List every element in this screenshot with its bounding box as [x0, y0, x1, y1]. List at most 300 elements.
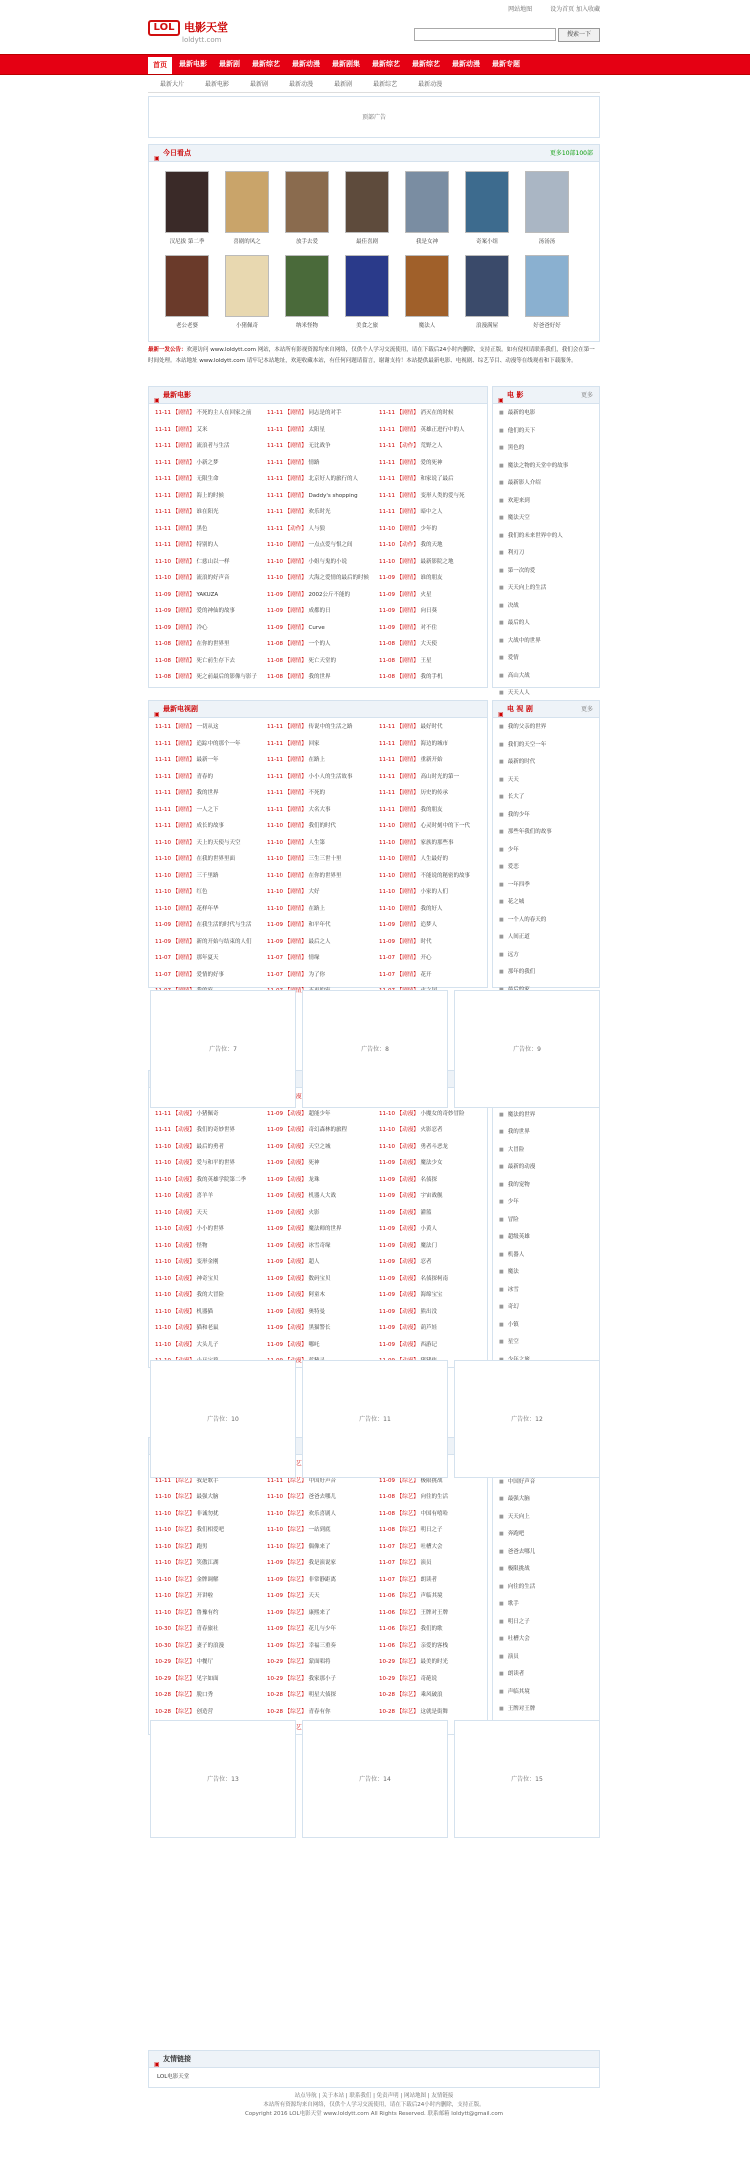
- list-item[interactable]: 11-09 【综艺】 极限挑战: [379, 1477, 443, 1484]
- list-item[interactable]: 11-10 【剧情】 在路上: [267, 905, 325, 912]
- subnav-item[interactable]: 最新动漫: [418, 81, 443, 88]
- list-item[interactable]: 11-11 【剧情】 消灭在的时候: [379, 410, 454, 416]
- list-item[interactable]: 11-10 【动漫】 大头儿子: [155, 1341, 219, 1348]
- side-more[interactable]: 更多: [580, 392, 593, 399]
- ad-box[interactable]: 广告位：9: [454, 990, 600, 1108]
- movie-title[interactable]: 老公老婆: [175, 323, 198, 329]
- list-item[interactable]: 11-09 【动漫】 魔法师的世界: [267, 1226, 342, 1232]
- movie-title[interactable]: 纳米怪物: [295, 323, 318, 329]
- list-item[interactable]: 11-09 【动漫】 奇幻森林的旅程: [267, 1127, 347, 1133]
- list-item[interactable]: 11-11 【剧情】 同志是的对手: [267, 410, 342, 416]
- list-item[interactable]: 10-28 【综艺】 明星大侦探: [267, 1692, 336, 1698]
- subnav-item[interactable]: 最新电影: [205, 81, 230, 88]
- list-item[interactable]: 10-29 【综艺】 见字如面: [155, 1675, 219, 1682]
- side-item[interactable]: ■ 王牌对王牌: [499, 1701, 599, 1719]
- nav-item[interactable]: 最新动漫: [452, 60, 480, 68]
- list-item[interactable]: 11-07 【综艺】 吐槽大会: [379, 1543, 443, 1550]
- side-item[interactable]: ■ 决战: [499, 598, 599, 616]
- subnav-item[interactable]: 最新大片: [160, 81, 185, 88]
- list-item[interactable]: 11-11 【剧情】 重新开始: [379, 757, 443, 763]
- list-item[interactable]: 11-10 【综艺】 鲁豫有约: [155, 1609, 219, 1616]
- list-item[interactable]: 11-10 【综艺】 爸爸去哪儿: [267, 1494, 336, 1500]
- list-item[interactable]: 11-07 【剧情】 那年夏天: [155, 955, 219, 961]
- list-item[interactable]: 11-09 【动漫】 奥特曼: [267, 1308, 325, 1315]
- list-item[interactable]: 10-28 【综艺】 乘风破浪: [379, 1692, 443, 1698]
- movie-title[interactable]: 小猪佩奇: [235, 323, 258, 329]
- list-item[interactable]: 11-10 【剧情】 红色: [155, 889, 208, 895]
- list-item[interactable]: 11-09 【动漫】 海绵宝宝: [379, 1292, 443, 1298]
- nav-item[interactable]: 最新综艺: [412, 60, 440, 68]
- list-item[interactable]: 11-11 【剧情】 Daddy's shopping: [267, 492, 358, 499]
- movie-poster[interactable]: [225, 171, 269, 233]
- list-item[interactable]: 11-11 【剧情】 传说中的生活之路: [267, 724, 353, 730]
- list-item[interactable]: 11-08 【剧情】 一个的人: [267, 641, 331, 647]
- list-item[interactable]: 11-10 【剧情】 三千里路: [155, 872, 219, 879]
- list-item[interactable]: 11-09 【动漫】 龙珠: [267, 1176, 320, 1183]
- movie-card[interactable]: [517, 255, 577, 341]
- list-item[interactable]: 11-11 【剧情】 高山时光的第一: [379, 773, 459, 780]
- movie-title[interactable]: 喜剧的风之: [233, 239, 261, 245]
- list-item[interactable]: 11-10 【剧情】 大好: [267, 889, 320, 895]
- list-item[interactable]: 11-11 【剧情】 太阳星: [267, 426, 325, 433]
- list-item[interactable]: 11-10 【剧情】 人生第: [267, 839, 325, 846]
- list-item[interactable]: 11-10 【动漫】 最后的勇者: [155, 1143, 224, 1150]
- movie-card[interactable]: [217, 255, 277, 341]
- movie-card[interactable]: [517, 171, 577, 257]
- list-item[interactable]: 11-08 【综艺】 中国有嘻哈: [379, 1510, 448, 1517]
- list-item[interactable]: 11-11 【剧情】 爱的死神: [379, 459, 443, 466]
- movie-poster[interactable]: [525, 255, 569, 317]
- list-item[interactable]: 11-11 【剧情】 暗中之人: [379, 509, 443, 515]
- list-item[interactable]: 11-11 【动作】 人与狼: [267, 525, 325, 532]
- movie-card[interactable]: [397, 171, 457, 257]
- list-item[interactable]: 11-11 【剧情】 特别的人: [155, 542, 219, 548]
- side-item[interactable]: ■ 那些年我们的故事: [499, 824, 599, 842]
- list-item[interactable]: 11-08 【剧情】 在你的世界里: [155, 641, 230, 647]
- list-item[interactable]: 11-10 【综艺】 非诚勿扰: [155, 1510, 219, 1517]
- list-item[interactable]: 11-11 【剧情】 情路: [267, 459, 320, 466]
- ad-box[interactable]: 广告位：10: [150, 1360, 296, 1478]
- list-item[interactable]: 11-08 【剧情】 大天使: [379, 641, 437, 647]
- movie-card[interactable]: [277, 255, 337, 341]
- side-item[interactable]: ■ 机器人: [499, 1247, 599, 1265]
- movie-title[interactable]: 好爸爸好好: [533, 323, 561, 329]
- side-item[interactable]: ■ 我们的天空一年: [499, 737, 599, 755]
- list-item[interactable]: 11-09 【动漫】 冰雪奇缘: [267, 1242, 331, 1249]
- side-item[interactable]: ■ 爸爸去哪儿: [499, 1544, 599, 1562]
- list-item[interactable]: 11-11 【剧情】 艾米: [155, 426, 208, 433]
- list-item[interactable]: 11-10 【动漫】 勇者斗恶龙: [379, 1143, 448, 1150]
- list-item[interactable]: 11-10 【剧情】 大海之爱情的最后的时候: [267, 575, 369, 581]
- list-item[interactable]: 11-09 【剧情】 向日葵: [379, 608, 437, 614]
- list-item[interactable]: 10-28 【综艺】 青春有你: [267, 1708, 331, 1715]
- list-item[interactable]: 11-10 【剧情】 一点点爱与恨之间: [267, 542, 353, 548]
- list-item[interactable]: 11-09 【动漫】 数码宝贝: [267, 1275, 331, 1282]
- movie-poster[interactable]: [225, 255, 269, 317]
- movie-poster[interactable]: [165, 171, 209, 233]
- list-item[interactable]: 11-09 【动漫】 黑猫警长: [267, 1325, 331, 1331]
- list-item[interactable]: 11-09 【动漫】 灌篮: [379, 1209, 432, 1216]
- subnav-item[interactable]: 最新综艺: [373, 81, 398, 88]
- side-item[interactable]: ■ 少年: [499, 1194, 599, 1212]
- list-item[interactable]: 11-09 【综艺】 康熙来了: [267, 1609, 331, 1616]
- movie-poster[interactable]: [345, 255, 389, 317]
- list-item[interactable]: 11-09 【动漫】 宇宙战舰: [379, 1193, 443, 1199]
- side-item[interactable]: ■ 我的少年: [499, 807, 599, 825]
- list-item[interactable]: 11-11 【剧情】 变形人类的爱与死: [379, 492, 465, 499]
- list-item[interactable]: 11-08 【综艺】 向往的生活: [379, 1494, 448, 1500]
- list-item[interactable]: 11-11 【剧情】 大名大事: [267, 806, 331, 813]
- list-item[interactable]: 11-09 【剧情】 追梦人: [379, 922, 437, 928]
- list-item[interactable]: 10-30 【综艺】 青春旅社: [155, 1626, 219, 1632]
- footer-links[interactable]: 站点导航 | 关于本站 | 联系我们 | 免责声明 | 网站地图 | 友情链接: [294, 2093, 454, 2099]
- side-item[interactable]: ■ 远方: [499, 947, 599, 965]
- nav-item[interactable]: 最新剧集: [332, 60, 360, 68]
- list-item[interactable]: 11-10 【动漫】 小魔女的奇妙冒险: [379, 1110, 465, 1117]
- list-item[interactable]: 11-10 【动漫】 我的大冒险: [155, 1292, 224, 1298]
- side-item[interactable]: ■ 奇幻: [499, 1299, 599, 1317]
- side-item[interactable]: ■ 他们的天下: [499, 423, 599, 441]
- list-item[interactable]: 11-11 【剧情】 谁在阳光: [155, 509, 219, 515]
- subnav-item[interactable]: 最新剧: [334, 81, 353, 88]
- list-item[interactable]: 10-29 【综艺】 蒙面唱将: [267, 1659, 331, 1665]
- list-item[interactable]: 10-29 【综艺】 奇葩说: [379, 1675, 437, 1682]
- side-item[interactable]: ■ 最新的电影: [499, 405, 599, 423]
- list-item[interactable]: 11-11 【剧情】 海边的城市: [379, 740, 448, 747]
- list-item[interactable]: 11-07 【剧情】 开心: [379, 955, 432, 961]
- movie-title[interactable]: 最佳喜剧: [355, 239, 378, 245]
- side-item[interactable]: ■ 高山大战: [499, 668, 599, 686]
- list-item[interactable]: 11-09 【剧情】 对不住: [379, 624, 437, 631]
- movie-poster[interactable]: [285, 255, 329, 317]
- side-item[interactable]: ■ 花之城: [499, 894, 599, 912]
- side-item[interactable]: ■ 那年的我们: [499, 964, 599, 982]
- list-item[interactable]: 11-08 【剧情】 我的世界: [267, 674, 331, 680]
- list-item[interactable]: 11-08 【综艺】 明日之子: [379, 1527, 443, 1533]
- list-item[interactable]: 11-10 【剧情】 流浪的好声音: [155, 575, 230, 581]
- list-item[interactable]: 11-11 【剧情】 欢乐时光: [267, 509, 331, 515]
- list-item[interactable]: 11-09 【剧情】 时代: [379, 938, 432, 945]
- nav-item[interactable]: 最新电影: [179, 60, 207, 68]
- side-item[interactable]: ■ 奔跑吧: [499, 1526, 599, 1544]
- list-item[interactable]: 11-10 【剧情】 小姐与鬼的小说: [267, 558, 347, 565]
- list-item[interactable]: 11-10 【剧情】 小家的人们: [379, 889, 448, 895]
- hot-more[interactable]: 更多10部100部: [549, 150, 593, 157]
- list-item[interactable]: 11-09 【动漫】 死神: [267, 1160, 320, 1166]
- list-item[interactable]: 11-09 【动漫】 魔法门: [379, 1242, 437, 1249]
- list-item[interactable]: 11-11 【剧情】 无限生命: [155, 476, 219, 482]
- side-item[interactable]: ■ 星空: [499, 1334, 599, 1352]
- list-item[interactable]: 10-29 【综艺】 最美的时光: [379, 1659, 448, 1665]
- movie-card[interactable]: [457, 171, 517, 257]
- side-item[interactable]: ■ 明日之子: [499, 1614, 599, 1632]
- side-item[interactable]: ■ 爱情: [499, 650, 599, 668]
- list-item[interactable]: 11-09 【综艺】 幸福三重奏: [267, 1642, 336, 1649]
- list-item[interactable]: 11-10 【剧情】 在我的世界里面: [155, 856, 235, 862]
- ad-box[interactable]: 广告位：13: [150, 1720, 296, 1838]
- search-button[interactable]: 搜索一下: [558, 28, 600, 42]
- list-item[interactable]: 11-07 【剧情】 情缘: [267, 955, 320, 961]
- side-item[interactable]: ■ 我们的未来世界中的人: [499, 528, 599, 546]
- side-item[interactable]: ■ 大战中的世界: [499, 633, 599, 651]
- list-item[interactable]: 10-28 【综艺】 脱口秀: [155, 1692, 213, 1698]
- list-item[interactable]: 11-07 【综艺】 演员: [379, 1560, 432, 1566]
- list-item[interactable]: 11-06 【综艺】 声临其境: [379, 1593, 443, 1599]
- list-item[interactable]: 11-10 【剧情】 仁慈山以一样: [155, 558, 230, 565]
- list-item[interactable]: 11-10 【动漫】 喜羊羊: [155, 1193, 213, 1199]
- movie-title[interactable]: 魔法人: [418, 323, 436, 329]
- ad-box[interactable]: 广告位：11: [302, 1360, 448, 1478]
- list-item[interactable]: 11-11 【剧情】 历史的传承: [379, 790, 448, 796]
- list-item[interactable]: 11-11 【剧情】 一切从这: [155, 724, 219, 730]
- side-item[interactable]: ■ 歌手: [499, 1596, 599, 1614]
- list-item[interactable]: 11-09 【剧情】 2002公斤不能的: [267, 591, 350, 598]
- list-item[interactable]: 11-11 【剧情】 和家说了最后: [379, 476, 454, 482]
- list-item[interactable]: 11-10 【剧情】 最新影院之地: [379, 558, 454, 565]
- list-item[interactable]: 11-09 【剧情】 爱的神仙的故事: [155, 608, 235, 614]
- list-item[interactable]: 11-10 【剧情】 花样年华: [155, 905, 219, 912]
- side-item[interactable]: ■ 人间正道: [499, 929, 599, 947]
- list-item[interactable]: 11-07 【剧情】 爱情的好事: [155, 971, 224, 978]
- list-item[interactable]: 11-09 【剧情】 最后之人: [267, 938, 331, 945]
- side-item[interactable]: ■ 最后的人: [499, 615, 599, 633]
- side-item[interactable]: ■ 天天: [499, 772, 599, 790]
- subnav-item[interactable]: 最新剧: [250, 81, 269, 88]
- list-item[interactable]: 11-11 【剧情】 我的朋友: [379, 806, 443, 813]
- list-item[interactable]: 11-11 【剧情】 不死的主人在回家之前: [155, 410, 252, 416]
- side-item[interactable]: ■ 我的父亲的世界: [499, 719, 599, 737]
- list-item[interactable]: 11-11 【剧情】 一人之下: [155, 806, 219, 813]
- list-item[interactable]: 11-09 【动漫】 小黄人: [379, 1226, 437, 1232]
- nav-item[interactable]: 最新动漫: [292, 60, 320, 68]
- list-item[interactable]: 11-10 【综艺】 跑男: [155, 1543, 208, 1550]
- side-item[interactable]: ■ 魔法天空: [499, 510, 599, 528]
- list-item[interactable]: 11-10 【动漫】 火影忍者: [379, 1127, 443, 1133]
- list-item[interactable]: 11-09 【动漫】 魔法少女: [379, 1160, 443, 1166]
- list-item[interactable]: 11-11 【剧情】 回家: [267, 740, 320, 747]
- side-item[interactable]: ■ 声临其境: [499, 1684, 599, 1702]
- list-item[interactable]: 11-09 【剧情】 YAKUZA: [155, 591, 219, 598]
- list-item[interactable]: 11-09 【剧情】 谁的朋友: [379, 575, 443, 581]
- list-item[interactable]: 11-09 【剧情】 火星: [379, 591, 432, 598]
- side-item[interactable]: ■ 大冒险: [499, 1142, 599, 1160]
- nav-item[interactable]: 最新剧: [219, 60, 240, 68]
- side-item[interactable]: ■ 魔法之物的天堂中的故事: [499, 458, 599, 476]
- list-item[interactable]: 11-10 【综艺】 金牌调解: [155, 1576, 219, 1583]
- list-item[interactable]: 11-09 【动漫】 超人: [267, 1259, 320, 1265]
- movie-title[interactable]: 汤汤汤: [538, 239, 556, 245]
- ad-box[interactable]: 广告位：12: [454, 1360, 600, 1478]
- movie-poster[interactable]: [345, 171, 389, 233]
- movie-card[interactable]: [277, 171, 337, 257]
- side-item[interactable]: ■ 极限挑战: [499, 1561, 599, 1579]
- side-item[interactable]: ■ 我的宠物: [499, 1177, 599, 1195]
- movie-poster[interactable]: [165, 255, 209, 317]
- list-item[interactable]: 11-08 【剧情】 死亡天堂的: [267, 657, 336, 664]
- side-item[interactable]: ■ 最强大脑: [499, 1491, 599, 1509]
- list-item[interactable]: 11-11 【剧情】 黑色: [155, 525, 208, 532]
- list-item[interactable]: 11-10 【动作】 我的天地: [379, 542, 443, 548]
- list-item[interactable]: 11-11 【剧情】 无比战争: [267, 443, 331, 449]
- list-item[interactable]: 11-10 【动漫】 变形金刚: [155, 1259, 219, 1265]
- list-item[interactable]: 11-10 【剧情】 少年的: [379, 525, 437, 532]
- list-item[interactable]: 11-08 【剧情】 王星: [379, 657, 432, 664]
- ad-box[interactable]: 广告位：8: [302, 990, 448, 1108]
- side-item[interactable]: ■ 欢迎来到: [499, 493, 599, 511]
- list-item[interactable]: 11-11 【剧情】 成长的故事: [155, 823, 224, 829]
- movie-poster[interactable]: [405, 255, 449, 317]
- list-item[interactable]: 11-09 【动漫】 火影: [267, 1209, 320, 1216]
- list-item[interactable]: 11-09 【动漫】 名侦探: [379, 1176, 437, 1183]
- list-item[interactable]: 11-10 【动漫】 天天: [155, 1209, 208, 1216]
- movie-card[interactable]: [217, 171, 277, 257]
- side-item[interactable]: ■ 最新的动漫: [499, 1159, 599, 1177]
- list-item[interactable]: 11-11 【剧情】 海上的时候: [155, 492, 224, 499]
- movie-poster[interactable]: [465, 255, 509, 317]
- list-item[interactable]: 11-11 【综艺】 中国好声音: [267, 1477, 336, 1484]
- side-item[interactable]: ■ 最新的时代: [499, 754, 599, 772]
- side-item[interactable]: ■ 吐槽大会: [499, 1631, 599, 1649]
- list-item[interactable]: 11-10 【综艺】 笑傲江湖: [155, 1560, 219, 1566]
- side-item[interactable]: ■ 长大了: [499, 789, 599, 807]
- list-item[interactable]: 11-09 【动漫】 机器人大战: [267, 1193, 336, 1199]
- list-item[interactable]: 11-08 【剧情】 我的手机: [379, 674, 443, 680]
- list-item[interactable]: 11-09 【动漫】 超能少年: [267, 1110, 331, 1117]
- movie-card[interactable]: [337, 171, 397, 257]
- movie-title[interactable]: 放手去爱: [295, 239, 318, 245]
- list-item[interactable]: 11-09 【动漫】 名侦探柯南: [379, 1275, 448, 1282]
- logo-mark[interactable]: LOL: [148, 20, 180, 36]
- list-item[interactable]: 11-08 【剧情】 死亡前生存下去: [155, 657, 235, 664]
- list-item[interactable]: 11-10 【剧情】 三生三世十里: [267, 856, 342, 862]
- movie-title[interactable]: 浪漫满屋: [475, 323, 498, 329]
- list-item[interactable]: 11-09 【剧情】 Curve: [267, 624, 325, 631]
- list-item[interactable]: 11-10 【综艺】 偶像来了: [267, 1543, 331, 1550]
- ad-box[interactable]: 广告位：15: [454, 1720, 600, 1838]
- list-item[interactable]: 11-09 【剧情】 成都的日: [267, 608, 331, 614]
- side-item[interactable]: ■ 一个人的春天的: [499, 912, 599, 930]
- list-item[interactable]: 11-11 【剧情】 小小人的生活故事: [267, 773, 353, 780]
- list-item[interactable]: 11-10 【动漫】 爱与和平的世界: [155, 1160, 235, 1166]
- nav-item[interactable]: 最新综艺: [372, 60, 400, 68]
- list-item[interactable]: 11-09 【动漫】 葫芦娃: [379, 1325, 437, 1331]
- list-item[interactable]: 10-30 【综艺】 妻子的浪漫: [155, 1642, 224, 1649]
- list-item[interactable]: 11-10 【综艺】 一站到底: [267, 1527, 331, 1533]
- list-item[interactable]: 11-11 【剧情】 英雄正进行中的人: [379, 426, 465, 433]
- side-item[interactable]: ■ 最新影人介绍: [499, 475, 599, 493]
- list-item[interactable]: 11-09 【动漫】 哪吒: [267, 1341, 320, 1348]
- side-item[interactable]: ■ 第一次的爱: [499, 563, 599, 581]
- list-item[interactable]: 11-10 【动漫】 我的英雄学院第二季: [155, 1176, 246, 1183]
- movie-poster[interactable]: [525, 171, 569, 233]
- list-item[interactable]: 11-10 【剧情】 不能说的秘密的故事: [379, 872, 470, 879]
- side-item[interactable]: ■ 黑色的: [499, 440, 599, 458]
- list-item[interactable]: 11-10 【剧情】 我们的时代: [267, 823, 336, 829]
- movie-title[interactable]: 汉尼拔 第二季: [169, 239, 205, 245]
- side-item[interactable]: ■ 演员: [499, 1649, 599, 1667]
- movie-card[interactable]: [337, 255, 397, 341]
- side-item[interactable]: ■ 爱恋: [499, 859, 599, 877]
- list-item[interactable]: 11-10 【剧情】 我的好人: [379, 905, 443, 912]
- logo-text[interactable]: 电影天堂: [184, 21, 228, 34]
- list-item[interactable]: 11-10 【动漫】 机器猫: [155, 1308, 213, 1315]
- side-item[interactable]: ■ 中国好声音: [499, 1474, 599, 1492]
- list-item[interactable]: 11-11 【剧情】 小新之梦: [155, 459, 219, 466]
- movie-poster[interactable]: [285, 171, 329, 233]
- list-item[interactable]: 11-11 【剧情】 最好时代: [379, 724, 443, 730]
- list-item[interactable]: 11-09 【剧情】 和平年代: [267, 922, 331, 928]
- list-item[interactable]: 10-29 【综艺】 中餐厅: [155, 1659, 213, 1665]
- list-item[interactable]: 11-06 【综艺】 王牌对王牌: [379, 1609, 448, 1616]
- movie-poster[interactable]: [465, 171, 509, 233]
- list-item[interactable]: 10-28 【综艺】 创造营: [155, 1708, 213, 1715]
- side-item[interactable]: ■ 冒险: [499, 1212, 599, 1230]
- ad-box[interactable]: 广告位：14: [302, 1720, 448, 1838]
- list-item[interactable]: 11-10 【动漫】 神奇宝贝: [155, 1275, 219, 1282]
- list-item[interactable]: 11-06 【综艺】 我们的歌: [379, 1626, 443, 1632]
- list-item[interactable]: 11-09 【动漫】 天空之城: [267, 1143, 331, 1150]
- list-item[interactable]: 11-09 【动漫】 阿童木: [267, 1292, 325, 1298]
- list-item[interactable]: 11-07 【剧情】 为了你: [267, 971, 325, 978]
- list-item[interactable]: 11-11 【剧情】 北京好人的旅行的人: [267, 476, 358, 482]
- list-item[interactable]: 11-11 【剧情】 追踪中的那个一年: [155, 740, 241, 747]
- side-item[interactable]: ■ 一年四季: [499, 877, 599, 895]
- movie-card[interactable]: [157, 255, 217, 341]
- list-item[interactable]: 11-09 【综艺】 天天: [267, 1593, 320, 1599]
- list-item[interactable]: 11-09 【综艺】 花儿与少年: [267, 1626, 336, 1632]
- movie-card[interactable]: [157, 171, 217, 257]
- side-item[interactable]: ■ 魔法的世界: [499, 1107, 599, 1125]
- list-item[interactable]: 11-09 【动漫】 西游记: [379, 1341, 437, 1348]
- side-item[interactable]: ■ 朗读者: [499, 1666, 599, 1684]
- top-ad[interactable]: 顶部广告: [148, 96, 600, 138]
- nav-item[interactable]: 首页: [148, 57, 172, 74]
- list-item[interactable]: 11-11 【动漫】 小猪佩奇: [155, 1110, 219, 1117]
- list-item[interactable]: 10-28 【综艺】 这就是街舞: [379, 1708, 448, 1715]
- list-item[interactable]: 11-09 【综艺】 我是演说家: [267, 1560, 336, 1566]
- side-item[interactable]: ■ 天天向上: [499, 1509, 599, 1527]
- list-item[interactable]: 11-11 【剧情】 不死的: [267, 790, 325, 796]
- nav-item[interactable]: 最新综艺: [252, 60, 280, 68]
- list-item[interactable]: 11-11 【动作】 荒野之人: [379, 443, 443, 449]
- list-item[interactable]: 11-11 【剧情】 在路上: [267, 757, 325, 763]
- list-item[interactable]: 11-07 【综艺】 朗读者: [379, 1576, 437, 1583]
- side-item[interactable]: ■ 少年: [499, 842, 599, 860]
- list-item[interactable]: 11-11 【剧情】 流浪者与生活: [155, 443, 230, 449]
- list-item[interactable]: 11-10 【动漫】 怪物: [155, 1242, 208, 1249]
- list-item[interactable]: 11-11 【剧情】 最新一年: [155, 757, 219, 763]
- list-item[interactable]: 11-10 【综艺】 开讲啦: [155, 1593, 213, 1599]
- list-item[interactable]: 11-09 【综艺】 非常静距离: [267, 1576, 336, 1583]
- ad-box[interactable]: 广告位：7: [150, 990, 296, 1108]
- list-item[interactable]: 11-10 【动漫】 猫和老鼠: [155, 1325, 219, 1331]
- links-list[interactable]: LOL电影天堂: [157, 2074, 190, 2080]
- side-item[interactable]: ■ 魔法: [499, 1264, 599, 1282]
- list-item[interactable]: 11-07 【剧情】 花开: [379, 971, 432, 978]
- movie-card[interactable]: [457, 255, 517, 341]
- subnav-item[interactable]: 最新动漫: [289, 81, 314, 88]
- nav-item[interactable]: 最新专题: [492, 60, 520, 68]
- movie-poster[interactable]: [405, 171, 449, 233]
- list-item[interactable]: 11-10 【动漫】 小小的世界: [155, 1226, 224, 1232]
- list-item[interactable]: 11-10 【综艺】 我们相爱吧: [155, 1527, 224, 1533]
- list-item[interactable]: 11-10 【剧情】 在你的世界里: [267, 872, 342, 879]
- list-item[interactable]: 11-09 【动漫】 忍者: [379, 1259, 432, 1265]
- side-more[interactable]: 更多: [580, 706, 593, 713]
- side-item[interactable]: ■ 冰雪: [499, 1282, 599, 1300]
- list-item[interactable]: 11-10 【剧情】 天上的天使与天空: [155, 839, 241, 846]
- list-item[interactable]: 11-06 【综艺】 亲爱的客栈: [379, 1642, 448, 1649]
